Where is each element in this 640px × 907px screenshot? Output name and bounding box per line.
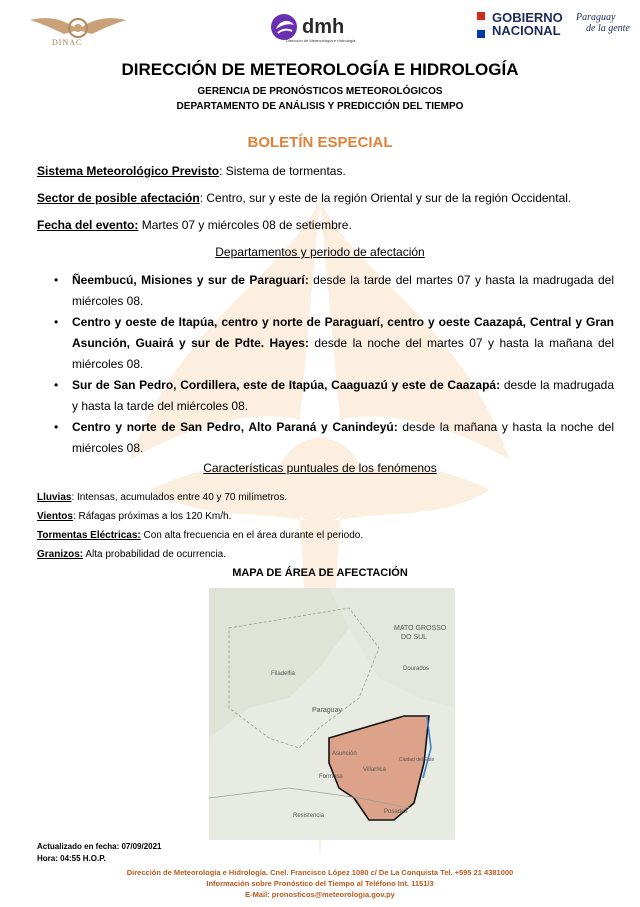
map-label-do-sul: DO SUL (401, 634, 428, 641)
sistema-value: : Sistema de tormentas. (219, 164, 346, 178)
fenomeno-tormentas: Tormentas Eléctricas: Con alta frecuencia en el área durante el periodo. (37, 530, 364, 541)
map-label-paraguay: Paraguay (312, 707, 342, 714)
footer-phone: Información sobre Pronóstico del Tiempo al Teléfono Int. 1151/3 (206, 879, 434, 888)
dmh-wordmark: dmh (302, 16, 345, 38)
footer-email: E-Mail: pronosticos@meteorologia.gov.py (245, 890, 395, 899)
updated-date: Actualizado en fecha: 07/09/2021 (37, 842, 162, 851)
map-label-formosa: Formosa (319, 774, 343, 780)
list-item: • Ñeembucú, Misiones y sur de Paraguarí: desde la tarde del martes 07 y hasta la madrugada del miércoles 08. (72, 270, 614, 312)
updated-time: Hora: 04:55 H.O.P. (37, 854, 106, 863)
map-label-villarrica: Villarrica (363, 767, 386, 773)
fecha-label: Fecha del evento: (37, 218, 139, 232)
fenomeno-lluvias: Lluvias: Intensas, acumulados entre 40 y 70 milímetros. (37, 492, 288, 503)
mapa-heading: MAPA DE ÁREA DE AFECTACIÓN (232, 567, 408, 579)
gobierno-nacional-logo: GOBIERNO NACIONAL (492, 10, 563, 38)
sector-label: Sector de posible afectación (37, 191, 200, 205)
list-item: • Centro y oeste de Itapúa, centro y norte de Paraguarí, centro y oeste Caazapá, Central y Gran Asunción, Guairá y sur de Pdte. Hayes: desde la noche del martes 07 y hasta la mañana del miércoles 08. (72, 312, 614, 375)
page-title: DIRECCIÓN DE METEOROLOGÍA E HIDROLOGÍA (121, 60, 519, 79)
fecha-line (37, 218, 352, 232)
map-label-asuncion: Asunción (332, 751, 357, 757)
subtitle-gerencia: GERENCIA DE PRONÓSTICOS METEOROLÓGICOS (197, 86, 443, 97)
dmh-logo-icon (270, 13, 298, 41)
affected-area-map (209, 588, 455, 840)
paraguay-de-la-gente-logo: Paraguay de la gente (576, 12, 630, 34)
footer-address: Dirección de Meteorología e Hidrología. Cnel. Francisco López 1080 c/ De La Conquista Tel. +595 21 4381000 (126, 868, 514, 877)
map-label-resistencia: Resistencia (293, 813, 325, 819)
list-item: • Centro y norte de San Pedro, Alto Paraná y Canindeyú: desde la mañana y hasta la noche del miércoles 08. (72, 417, 614, 459)
departamentos-heading: Departamentos y periodo de afectación (215, 245, 425, 259)
map-label-dourados: Dourados (403, 666, 430, 672)
boletin-heading: BOLETÍN ESPECIAL (247, 134, 393, 151)
map-label-ciudad-del-este: Ciudad del Este (399, 757, 435, 763)
dinac-label: DINAC (52, 38, 83, 47)
fenomeno-granizos: Granizos: Alta probabilidad de ocurrencia. (37, 549, 226, 560)
sistema-line (37, 164, 346, 178)
sistema-label: Sistema Meteorológico Previsto (37, 164, 220, 178)
map-label-mato-grosso: MATO GROSSO (394, 625, 447, 632)
map-label-filadelfia: Filadelfia (271, 671, 296, 677)
dmh-subtitle: Dirección de Meteorología e Hidrología (286, 38, 356, 43)
list-item: • Sur de San Pedro, Cordillera, este de Itapúa, Caaguazú y este de Caazapá: desde la madrugada y hasta la tarde del miércoles 08. (72, 375, 614, 417)
departamentos-list (72, 270, 614, 459)
fecha-value: Martes 07 y miércoles 08 de setiembre. (138, 218, 352, 232)
subtitle-departamento: DEPARTAMENTO DE ANÁLISIS Y PREDICCIÓN DEL TIEMPO (176, 101, 464, 112)
sector-value: : Centro, sur y este de la región Oriental y sur de la región Occidental. (199, 191, 572, 205)
paraguay-flag-icon (477, 12, 485, 38)
caracteristicas-heading: Características puntuales de los fenómenos (203, 461, 437, 475)
sector-line (37, 191, 571, 205)
map-label-posadas: Posadas (384, 809, 408, 815)
fenomeno-vientos: Vientos: Ráfagas próximas a los 120 Km/h. (37, 511, 232, 522)
